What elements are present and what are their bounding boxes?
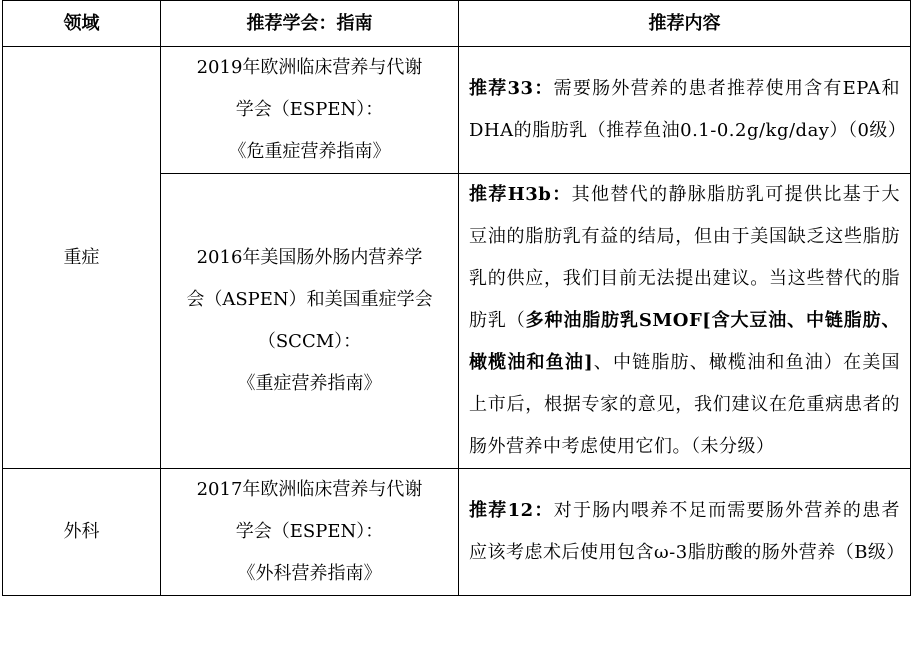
recommendation-text: 其他替代的静脉脂肪乳可提供比基于大豆油的脂肪乳有益的结局，但由于美国缺乏这些脂肪乳的供应，我们目前无法提出建议。当这些替代的脂肪乳（ [469, 184, 900, 331]
guide-line: 《危重症营养指南》 [228, 141, 391, 162]
guide-line: 学会（ESPEN）： [235, 521, 384, 542]
guide-line: 2016年美国肠外肠内营养学 [196, 247, 423, 268]
guide-line: （SCCM）： [257, 331, 362, 352]
recommendation-text: 需要肠外营养的患者推荐使用含有EPA和DHA的脂肪乳（推荐鱼油0.1-0.2g/kg/day）（0级） [469, 78, 907, 141]
guide-line: 2019年欧洲临床营养与代谢 [196, 57, 423, 78]
recommendation-text: 、中链脂肪、橄榄油和鱼油）在美国上市后，根据专家的意见，我们建议在危重病患者的肠外营养中考虑使用它们。（未分级） [469, 352, 900, 457]
guide-line: 《重症营养指南》 [237, 373, 382, 394]
guide-line: 学会（ESPEN）： [235, 99, 384, 120]
recommendation-cell [459, 174, 911, 469]
recommendation-text: 对于肠内喂养不足而需要肠外营养的患者应该考虑术后使用包含ω-3脂肪酸的肠外营养（B级） [469, 500, 905, 563]
recommendation-cell [459, 469, 911, 596]
table-header-row [3, 1, 911, 47]
guide-cell [161, 47, 459, 174]
header-content: 推荐内容 [459, 1, 911, 47]
recommendation-label: 推荐H3b： [469, 184, 572, 205]
recommendation-label: 推荐12： [469, 500, 554, 521]
recommendation-bold-text: 多种油脂肪乳SMOF[含大豆油、中链脂肪、橄榄油和鱼油] [469, 310, 900, 373]
domain-cell-surgery: 外科 [3, 469, 161, 596]
recommendation-cell [459, 47, 911, 174]
header-guide: 推荐学会：指南 [161, 1, 459, 47]
domain-cell-critical: 重症 [3, 47, 161, 469]
guide-line: 2017年欧洲临床营养与代谢 [196, 479, 423, 500]
guide-line: 《外科营养指南》 [237, 563, 382, 584]
guide-line: 会（ASPEN）和美国重症学会 [186, 289, 433, 310]
guide-cell [161, 469, 459, 596]
guideline-table [2, 0, 911, 596]
guide-cell [161, 174, 459, 469]
table-row [3, 469, 911, 596]
recommendation-label: 推荐33： [469, 78, 554, 99]
header-domain: 领域 [3, 1, 161, 47]
table-row [3, 47, 911, 174]
